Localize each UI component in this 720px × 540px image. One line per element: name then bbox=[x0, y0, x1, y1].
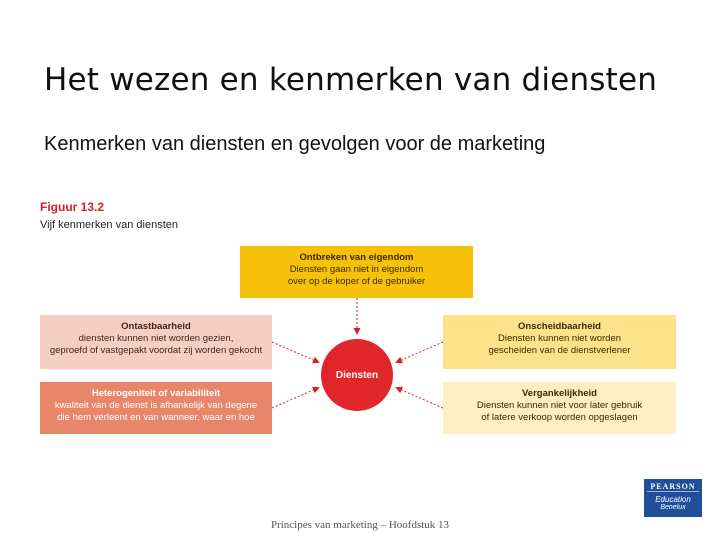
pearson-logo bbox=[644, 479, 702, 517]
box-onscheidbaarheid bbox=[443, 315, 676, 369]
box-text-line: gescheiden van de dienstverlener bbox=[488, 345, 631, 356]
box-heading: Ontbreken van eigendom bbox=[299, 252, 414, 263]
box-text-line: kwaliteit van de dienst is afhankelijk van degene bbox=[54, 400, 258, 411]
box-ontastbaarheid bbox=[40, 315, 272, 369]
arrow-right-bottom bbox=[397, 388, 443, 408]
box-text-line: geproefd of vastgepakt voordat zij worden gekocht bbox=[49, 345, 263, 356]
slide-footer: Principes van marketing – Hoofdstuk 13 bbox=[270, 519, 450, 531]
box-text-line: Diensten kunnen niet voor later gebruik bbox=[476, 400, 643, 411]
logo-line2: Benelux bbox=[660, 504, 686, 511]
logo-line1: Education bbox=[655, 495, 691, 504]
box-heading: Vergankelijkheid bbox=[522, 388, 597, 399]
box-heading: Onscheidbaarheid bbox=[518, 321, 601, 332]
box-text-line: Diensten gaan niet in eigendom bbox=[289, 264, 424, 275]
box-heading: Heterogeniteit of variabiliteit bbox=[91, 388, 221, 399]
center-diensten-circle bbox=[321, 339, 393, 411]
box-text-line: Diensten kunnen niet worden bbox=[497, 333, 622, 344]
box-text-line: over op de koper of de gebruiker bbox=[287, 276, 426, 287]
arrow-left-top bbox=[272, 342, 318, 362]
figure-caption: Vijf kenmerken van diensten bbox=[40, 219, 178, 231]
slide-subtitle: Kenmerken van diensten en gevolgen voor de marketing bbox=[44, 133, 546, 155]
slide-title: Het wezen en kenmerken van diensten bbox=[44, 62, 658, 98]
box-text-line: of latere verkoop worden opgeslagen bbox=[481, 412, 638, 423]
arrow-right-top bbox=[397, 342, 443, 362]
arrow-left-bottom bbox=[272, 388, 318, 408]
center-label: Diensten bbox=[335, 369, 379, 381]
figure-label: Figuur 13.2 bbox=[40, 200, 105, 214]
box-text-line: die hem verleent en van wanneer, waar en hoe bbox=[57, 412, 255, 423]
box-heterogeniteit bbox=[40, 382, 272, 434]
logo-brand: PEARSON bbox=[647, 479, 699, 492]
box-text-line: diensten kunnen niet worden gezien, bbox=[78, 333, 234, 344]
box-heading: Ontastbaarheid bbox=[121, 321, 191, 332]
box-vergankelijkheid bbox=[443, 382, 676, 434]
box-ontbreken-van-eigendom bbox=[240, 246, 473, 298]
